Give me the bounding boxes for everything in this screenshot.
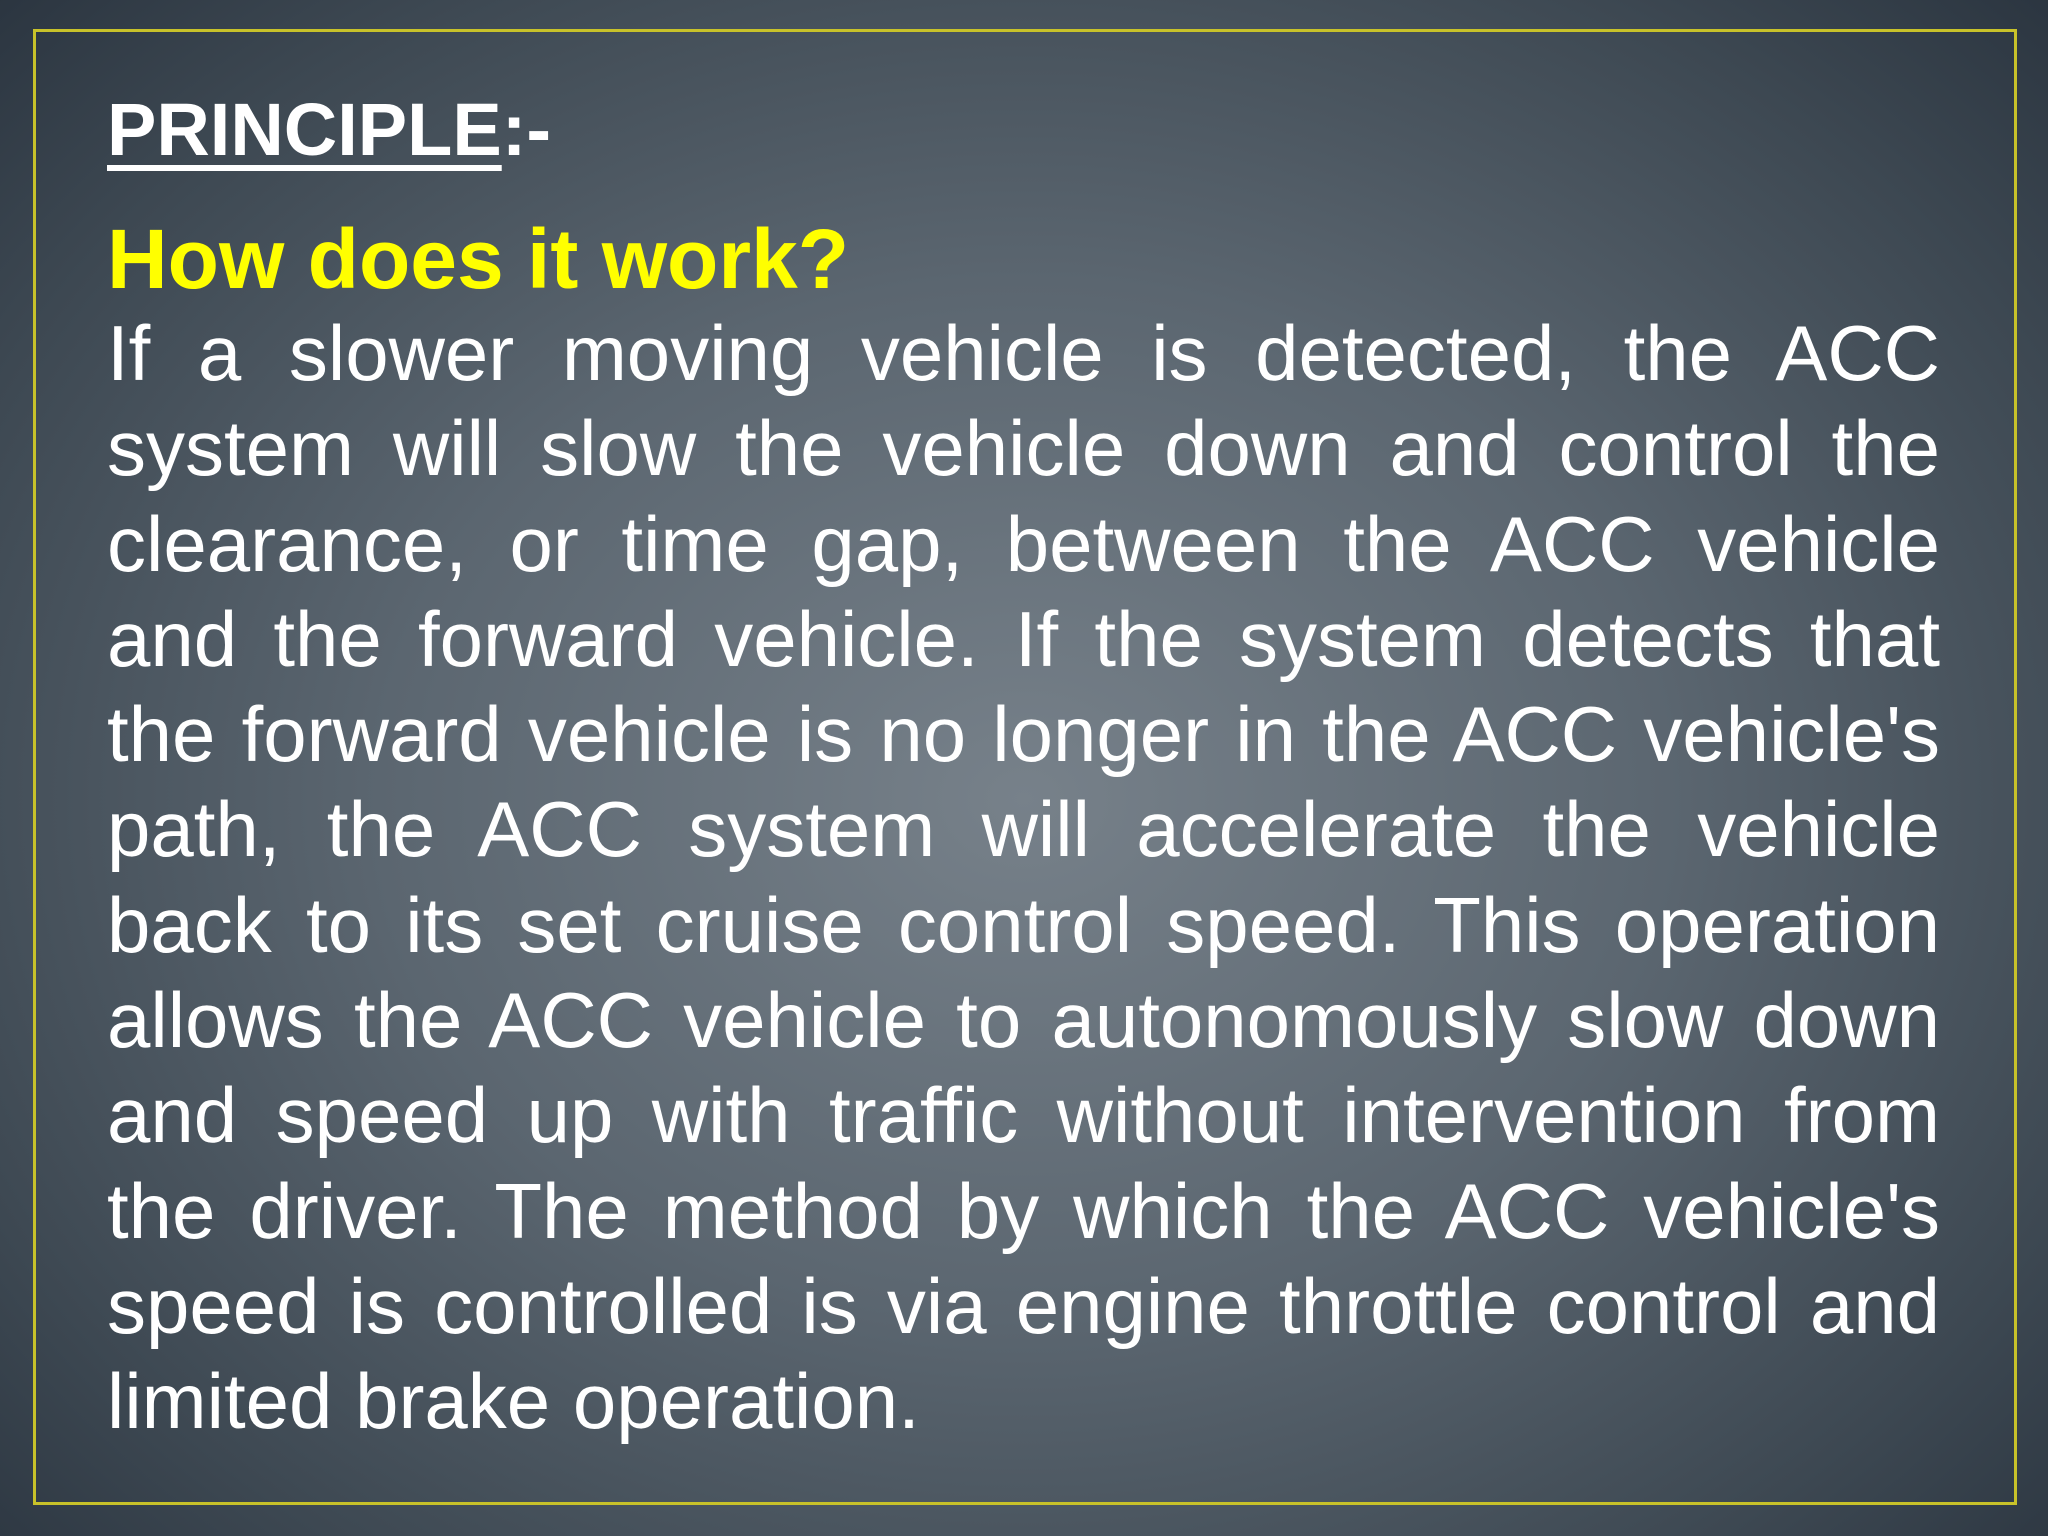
slide-heading <box>107 78 1940 182</box>
slide-subheading: How does it work? <box>107 212 850 306</box>
heading-suffix: :- <box>501 88 552 171</box>
slide-content <box>107 78 1940 1450</box>
heading-word: PRINCIPLE <box>107 88 502 171</box>
slide-body-text: If a slower moving vehicle is detected, the ACC system will slow the vehicle down and control the clearance, or time gap, between the ACC vehicle and the forward vehicle. If the system detects that the forward vehicle is no longer in the ACC vehicle's path, the ACC system will accelerate the vehicle back to its set cruise control speed. This operation allows the ACC vehicle to autonomously slow down and speed up with traffic without intervention from the driver. The method by which the ACC vehicle's speed is controlled is via engine throttle control and limited brake operation. <box>107 309 1940 1446</box>
